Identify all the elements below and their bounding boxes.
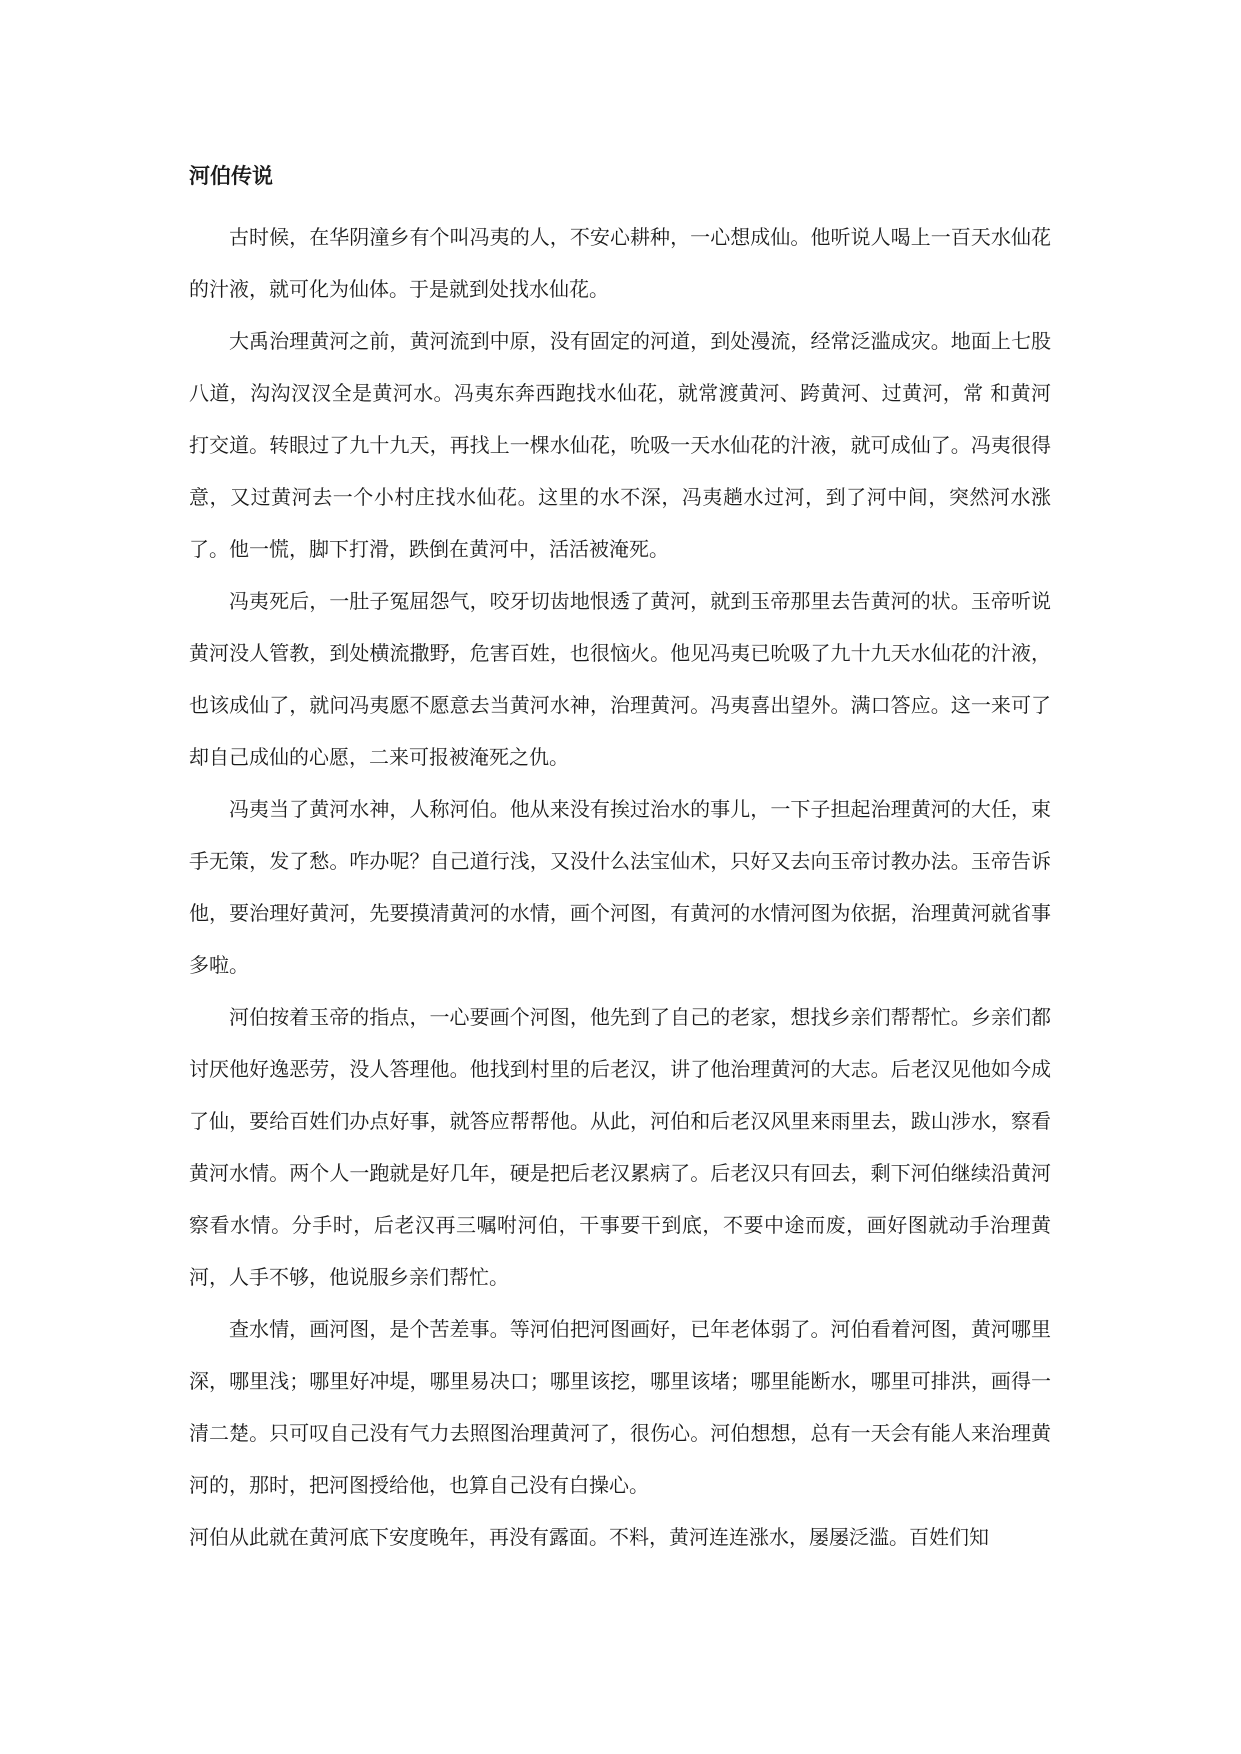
paragraph-3: 冯夷死后，一肚子冤屈怨气，咬牙切齿地恨透了黄河，就到玉帝那里去告黄河的状。玉帝听说黄河没人管教，到处横流撒野，危害百姓，也很恼火。他见冯夷已吮吸了九十九天水仙花的汁液，也该成仙了，就问冯夷愿不愿意去当黄河水神，治理黄河。冯夷喜出望外。满口答应。这一来可了却自己成仙的心愿，二来可报被淹死之仇。: [189, 589, 1051, 769]
paragraph-1: 古时候，在华阴潼乡有个叫冯夷的人，不安心耕种，一心想成仙。他听说人喝上一百天水仙花的汁液，就可化为仙体。于是就到处找水仙花。: [189, 225, 1051, 301]
document-body: [189, 158, 1051, 1563]
paragraph-6: 查水情，画河图，是个苦差事。等河伯把河图画好，已年老体弱了。河伯看着河图，黄河哪里深，哪里浅；哪里好冲堤，哪里易决口；哪里该挖，哪里该堵；哪里能断水，哪里可排洪，画得一清二楚。只可叹自己没有气力去照图治理黄河了，很伤心。河伯想想，总有一天会有能人来治理黄河的，那时，把河图授给他，也算自己没有白操心。: [189, 1317, 1051, 1497]
paragraph-4: 冯夷当了黄河水神，人称河伯。他从来没有挨过治水的事儿，一下子担起治理黄河的大任，束手无策，发了愁。咋办呢？自己道行浅，又没什么法宝仙术，只好又去向玉帝讨教办法。玉帝告诉他，要治理好黄河，先要摸清黄河的水情，画个河图，有黄河的水情河图为依据，治理黄河就省事多啦。: [189, 797, 1051, 977]
paragraph-2: 大禹治理黄河之前，黄河流到中原，没有固定的河道，到处漫流，经常泛滥成灾。地面上七股八道，沟沟汊汊全是黄河水。冯夷东奔西跑找水仙花，就常渡黄河、跨黄河、过黄河，常 和黄河打交道。转眼过了九十九天，再找上一棵水仙花，吮吸一天水仙花的汁液，就可成仙了。冯夷很得意，又过黄河去一个小村庄找水仙花。这里的水不深，冯夷趟水过河，到了河中间，突然河水涨了。他一慌，脚下打滑，跌倒在黄河中，活活被淹死。: [189, 329, 1051, 561]
paragraph-5: 河伯按着玉帝的指点，一心要画个河图，他先到了自己的老家，想找乡亲们帮帮忙。乡亲们都讨厌他好逸恶劳，没人答理他。他找到村里的后老汉，讲了他治理黄河的大志。后老汉见他如今成了仙，要给百姓们办点好事，就答应帮帮他。从此，河伯和后老汉风里来雨里去，跋山涉水，察看黄河水情。两个人一跑就是好几年，硬是把后老汉累病了。后老汉只有回去，剩下河伯继续沿黄河察看水情。分手时，后老汉再三嘱咐河伯，干事要干到底，不要中途而废，画好图就动手治理黄河，人手不够，他说服乡亲们帮忙。: [189, 1005, 1051, 1289]
paragraph-7: 河伯从此就在黄河底下安度晚年，再没有露面。不料，黄河连连涨水，屡屡泛滥。百姓们知: [189, 1525, 989, 1549]
document-title: 河伯传说: [189, 163, 273, 188]
